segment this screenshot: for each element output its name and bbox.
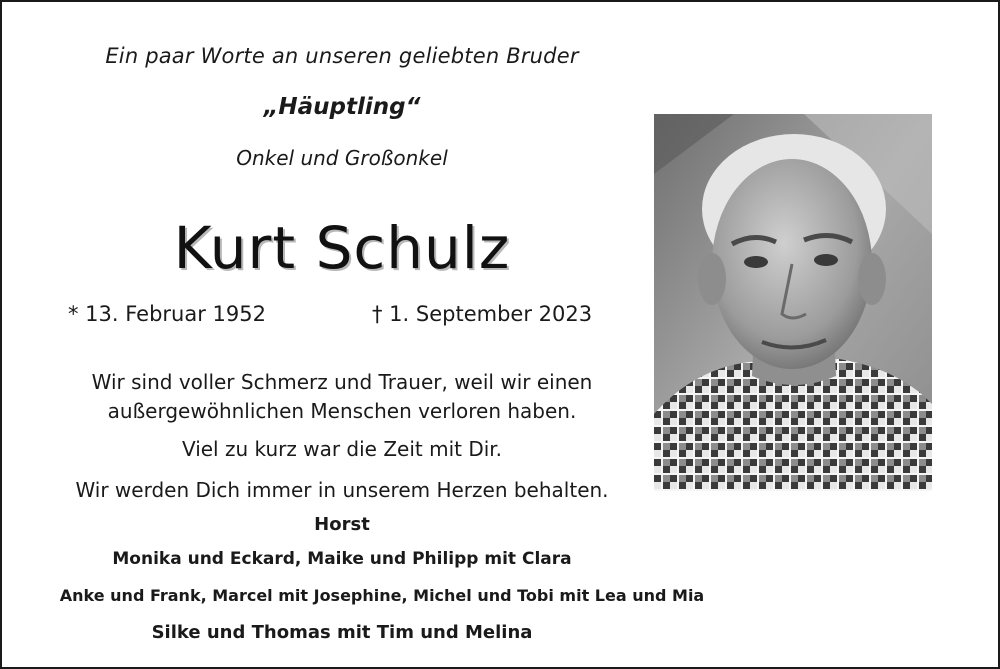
birth-date: * 13. Februar 1952 — [68, 302, 266, 326]
death-date: † 1. September 2023 — [372, 302, 593, 326]
portrait-illustration — [654, 114, 932, 491]
message-line-1: Wir sind voller Schmerz und Trauer, weil wir einen — [91, 370, 593, 394]
message-line-2: außergewöhnlichen Menschen verloren haben. — [107, 399, 577, 423]
relation-text: Onkel und Großonkel — [236, 146, 448, 170]
nickname: „Häuptling“ — [263, 94, 421, 120]
message-line-3: Viel zu kurz war die Zeit mit Dir. — [181, 437, 503, 461]
family-line-4: Silke und Thomas mit Tim und Melina — [151, 622, 533, 643]
portrait-photo — [654, 114, 932, 491]
family-line-1: Horst — [314, 514, 370, 535]
intro-text: Ein paar Worte an unseren geliebten Bruder — [105, 44, 579, 68]
deceased-name: Kurt Schulz — [173, 214, 511, 282]
family-line-2: Monika und Eckard, Maike und Philipp mit Clara — [112, 549, 572, 569]
message-line-4: Wir werden Dich immer in unserem Herzen behalten. — [75, 478, 609, 502]
family-line-3: Anke und Frank, Marcel mit Josephine, Michel und Tobi mit Lea und Mia — [59, 586, 705, 605]
